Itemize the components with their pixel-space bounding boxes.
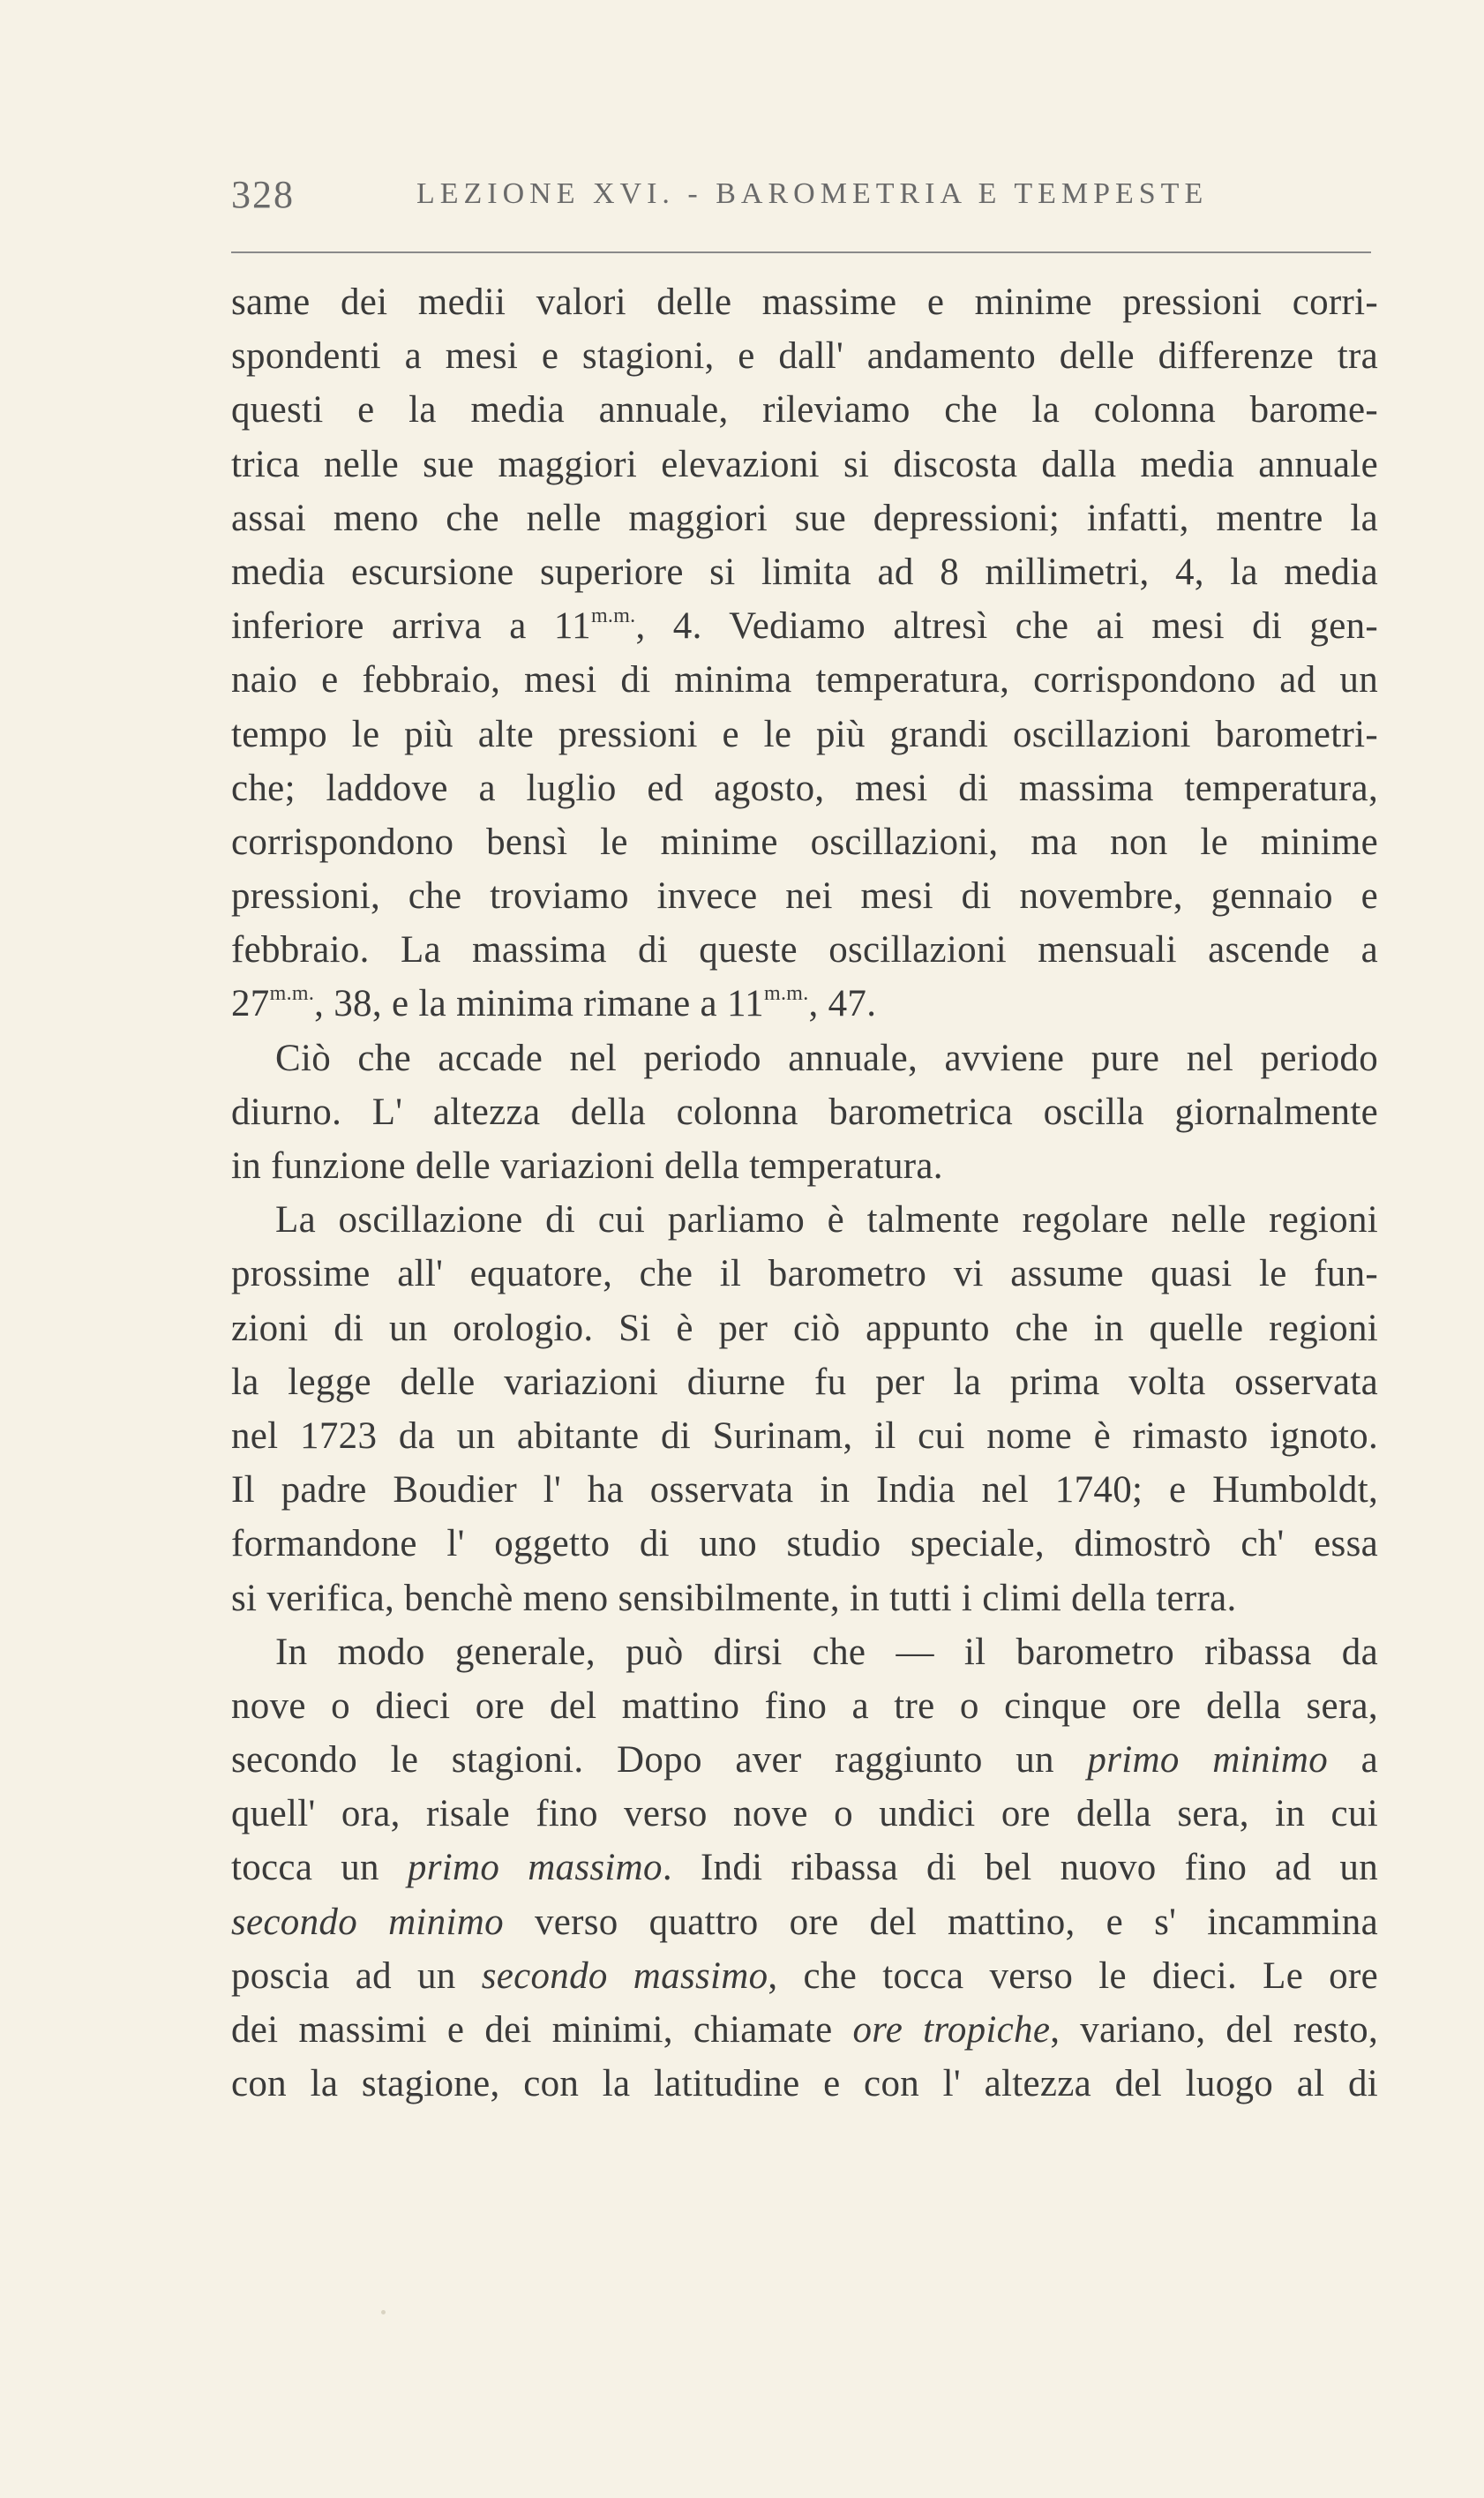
paragraph [231, 275, 1378, 1031]
body-text [231, 275, 1378, 2111]
text-line: con la stagione, con la latitudine e con l' altezza del luogo al di [231, 2063, 1378, 2105]
paper-speck [381, 2310, 386, 2314]
text-run: verso quattro ore del mattino, e s' incammina [503, 1901, 1378, 1943]
text-run: , che tocca verso le dieci. Le ore [768, 1954, 1378, 1997]
paragraph [231, 1625, 1378, 2112]
header-rule [231, 251, 1371, 253]
paragraph [231, 1031, 1378, 1194]
text-line [231, 599, 1378, 653]
text-line: che; laddove a luglio ed agosto, mesi di massima temperatura, [231, 767, 1378, 809]
text-line: in funzione delle variazioni della temperatura. [231, 1145, 943, 1187]
text-run: inferiore arriva a 11 [231, 605, 591, 648]
text-line: la legge delle variazioni diurne fu per la prima volta osservata [231, 1361, 1378, 1403]
text-run: , 38, e la minima rimane a 11 [314, 983, 764, 1025]
text-line: nove o dieci ore del mattino fino a tre o cinque ore della sera, [231, 1684, 1378, 1727]
text-line: formandone l' oggetto di uno studio speciale, dimostrò ch' essa [231, 1523, 1378, 1565]
text-line: La oscillazione di cui parliamo è talmente regolare nelle regioni [275, 1199, 1378, 1241]
text-line [231, 1895, 1378, 1949]
text-run: poscia ad un [231, 1954, 482, 1997]
text-line [231, 2003, 1378, 2057]
text-line: assai meno che nelle maggiori sue depressioni; infatti, mentre la [231, 497, 1378, 539]
text-line: nel 1723 da un abitante di Surinam, il cui nome è rimasto ignoto. [231, 1414, 1378, 1457]
italic-term: primo minimo [1087, 1739, 1329, 1782]
italic-term: secondo massimo [481, 1954, 768, 1997]
text-line: diurno. L' altezza della colonna barometrica oscilla giornalmente [231, 1091, 1378, 1133]
text-line: questi e la media annuale, rileviamo che la colonna barome- [231, 389, 1378, 431]
text-line [231, 1841, 1378, 1894]
text-line: naio e febbraio, mesi di minima temperatura, corrispondono ad un [231, 659, 1378, 701]
text-line: prossime all' equatore, che il barometro vi assume quasi le fun- [231, 1253, 1378, 1295]
italic-term: primo massimo [407, 1847, 663, 1889]
paragraph [231, 1193, 1378, 1625]
text-run: , variano, del resto, [1050, 2009, 1378, 2051]
italic-term: secondo minimo [231, 1901, 504, 1943]
text-run: , 4. Vediamo altresì che ai mesi di gen- [635, 605, 1379, 648]
text-run: tocca un [231, 1847, 408, 1889]
running-title: LEZIONE XVI. - BAROMETRIA E TEMPESTE [416, 177, 1209, 210]
text-line: Ciò che accade nel periodo annuale, avviene pure nel periodo [275, 1037, 1378, 1079]
text-line: corrispondono bensì le minime oscillazioni, ma non le minime [231, 821, 1378, 863]
text-line: pressioni, che troviamo invece nei mesi di novembre, gennaio e [231, 875, 1378, 918]
text-line: tempo le più alte pressioni e le più grandi oscillazioni barometri- [231, 713, 1378, 755]
italic-term: ore tropiche [852, 2009, 1051, 2051]
unit-superscript: m.m. [269, 982, 315, 1006]
text-run: 27 [231, 983, 270, 1025]
text-line [231, 1733, 1378, 1787]
text-line: trica nelle sue maggiori elevazioni si discosta dalla media annuale [231, 443, 1378, 485]
text-run: secondo le stagioni. Dopo aver raggiunto un [231, 1739, 1088, 1782]
text-line: Il padre Boudier l' ha osservata in India nel 1740; e Humboldt, [231, 1469, 1378, 1512]
text-run: , 47. [808, 983, 877, 1025]
text-line [231, 1949, 1378, 2003]
text-line: si verifica, benchè meno sensibilmente, in tutti i climi della terra. [231, 1577, 1237, 1619]
text-line: zioni di un orologio. Si è per ciò appunto che in quelle regioni [231, 1307, 1378, 1349]
text-line: In modo generale, può dirsi che — il barometro ribassa da [275, 1631, 1378, 1673]
text-run: . Indi ribassa di bel nuovo fino ad un [662, 1847, 1379, 1889]
unit-superscript: m.m. [763, 982, 809, 1006]
page-header [231, 172, 1371, 225]
text-line: quell' ora, risale fino verso nove o undici ore della sera, in cui [231, 1793, 1378, 1835]
text-line: febbraio. La massima di queste oscillazioni mensuali ascende a [231, 929, 1378, 971]
text-line: media escursione superiore si limita ad 8 millimetri, 4, la media [231, 551, 1378, 593]
text-run: a [1328, 1739, 1379, 1782]
text-line: spondenti a mesi e stagioni, e dall' andamento delle differenze tra [231, 335, 1378, 378]
text-run: dei massimi e dei minimi, chiamate [231, 2009, 853, 2051]
text-line [231, 977, 1378, 1031]
unit-superscript: m.m. [590, 604, 636, 628]
text-line: same dei medii valori delle massime e minime pressioni corri- [231, 281, 1378, 323]
page-number: 328 [231, 173, 295, 216]
